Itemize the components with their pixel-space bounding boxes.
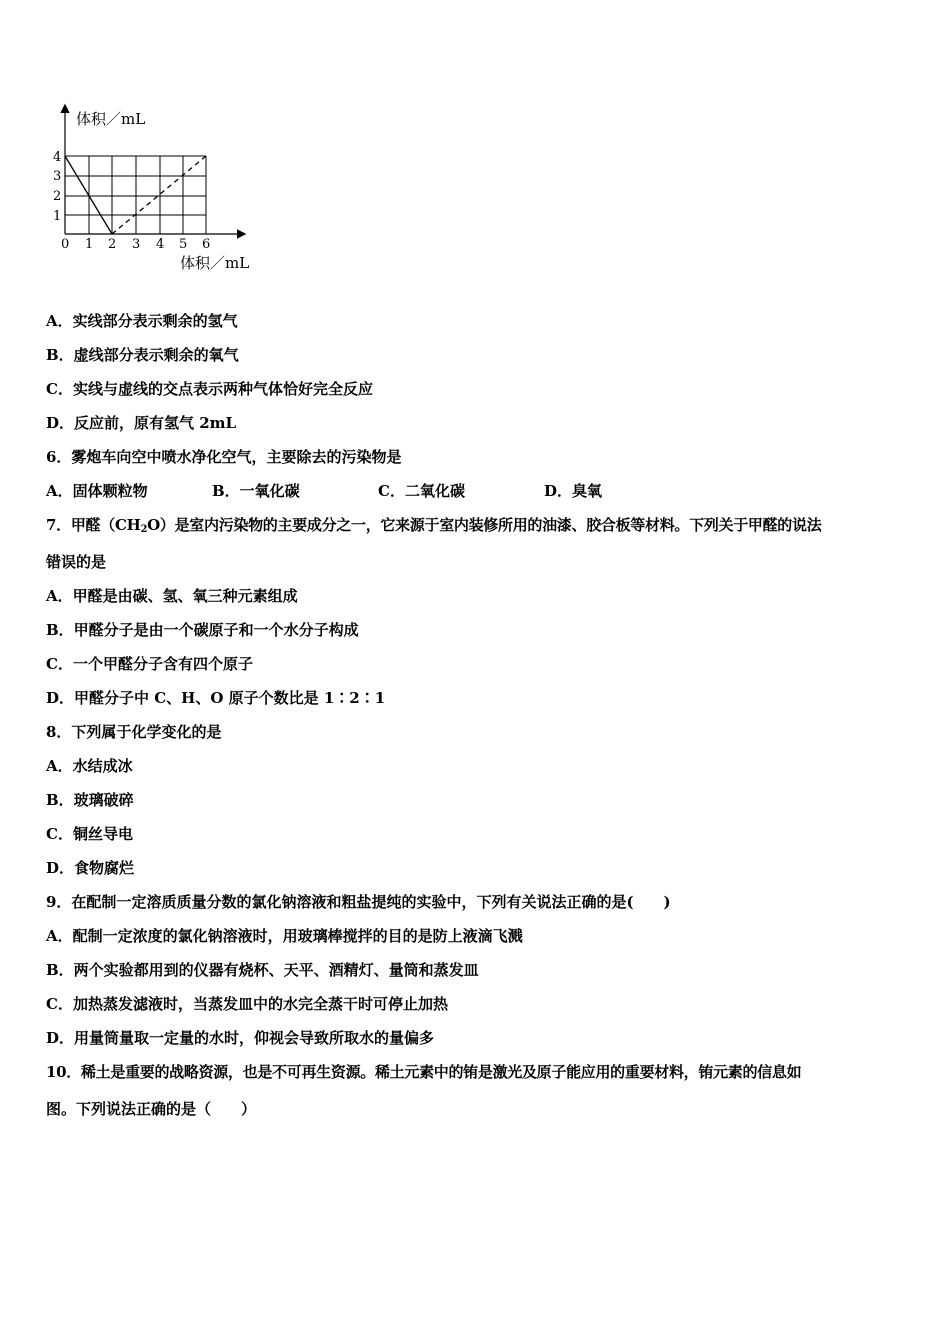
x-tick-3: 3: [132, 237, 141, 252]
x-tick-1: 1: [85, 237, 94, 252]
origin-label: 0: [61, 237, 70, 252]
x-tick-4: 4: [156, 237, 165, 252]
dashed-line: [112, 156, 206, 234]
q7-option-b: B．甲醛分子是由一个碳原子和一个水分子构成: [46, 621, 359, 639]
q8-option-c: C．铜丝导电: [46, 825, 133, 843]
q9-option-a: A．配制一定浓度的氯化钠溶液时，用玻璃棒搅拌的目的是防上液滴飞溅: [46, 927, 523, 945]
q5-option-a: A．实线部分表示剩余的氢气: [46, 312, 238, 330]
q6-option-a: A．固体颗粒物: [46, 482, 148, 500]
x-tick-6: 6: [202, 237, 211, 252]
volume-graph: [40, 100, 260, 275]
y-axis-label: 体积／mL: [76, 110, 146, 128]
q7-option-c: C．一个甲醛分子含有四个原子: [46, 655, 253, 673]
q6-options: [46, 481, 602, 501]
q7-option-d: D．甲醛分子中 C、H、O 原子个数比是 1∶2∶1: [46, 689, 386, 707]
q6-option-d: D．臭氧: [544, 482, 603, 500]
q5-option-d: D．反应前，原有氢气 2mL: [46, 414, 237, 432]
q8-option-d: D．食物腐烂: [46, 859, 135, 877]
q6-option-b: B．一氧化碳: [212, 482, 300, 500]
graph-grid: [65, 156, 206, 234]
q7-stem-part1: 7．甲醛（CH: [46, 516, 141, 534]
y-tick-4: 4: [53, 150, 62, 165]
q10-stem-line1: 10．稀土是重要的战略资源，也是不可再生资源。稀土元素中的铕是激光及原子能应用的重要材料，铕元素的信息如: [46, 1063, 802, 1081]
q8-option-b: B．玻璃破碎: [46, 791, 134, 809]
y-tick-1: 1: [53, 209, 62, 224]
q5-option-c: C．实线与虚线的交点表示两种气体恰好完全反应: [46, 380, 373, 398]
q9-stem: 9．在配制一定溶质质量分数的氯化钠溶液和粗盐提纯的实验中，下列有关说法正确的是( ): [46, 893, 671, 911]
x-axis-label: 体积／mL: [180, 254, 250, 272]
q10-stem-line2: 图。下列说法正确的是（ ）: [46, 1100, 257, 1118]
q7-stem-line2: 错误的是: [46, 553, 107, 571]
q7-stem-part2: O）是室内污染物的主要成分之一，它来源于室内装修所用的油漆、胶合板等材料。下列关于甲醛的说法: [147, 516, 822, 534]
q6-stem: 6．雾炮车向空中喷水净化空气，主要除去的污染物是: [46, 448, 402, 466]
q7-option-a: A．甲醛是由碳、氢、氧三种元素组成: [46, 587, 298, 605]
q9-option-b: B．两个实验都用到的仪器有烧杯、天平、酒精灯、量筒和蒸发皿: [46, 961, 479, 979]
q6-option-c: C．二氧化碳: [378, 482, 465, 500]
y-tick-2: 2: [53, 189, 62, 204]
q9-option-d: D．用量筒量取一定量的水时，仰视会导致所取水的量偏多: [46, 1029, 435, 1047]
q9-option-c: C．加热蒸发滤液时，当蒸发皿中的水完全蒸干时可停止加热: [46, 995, 448, 1013]
q5-option-b: B．虚线部分表示剩余的氧气: [46, 346, 239, 364]
q7-stem: [46, 515, 821, 540]
y-tick-3: 3: [53, 169, 62, 184]
q8-stem: 8．下列属于化学变化的是: [46, 723, 222, 741]
x-tick-2: 2: [108, 237, 117, 252]
q7-stem-subscript: 2: [140, 524, 148, 535]
q8-option-a: A．水结成冰: [46, 757, 133, 775]
x-tick-5: 5: [179, 237, 188, 252]
